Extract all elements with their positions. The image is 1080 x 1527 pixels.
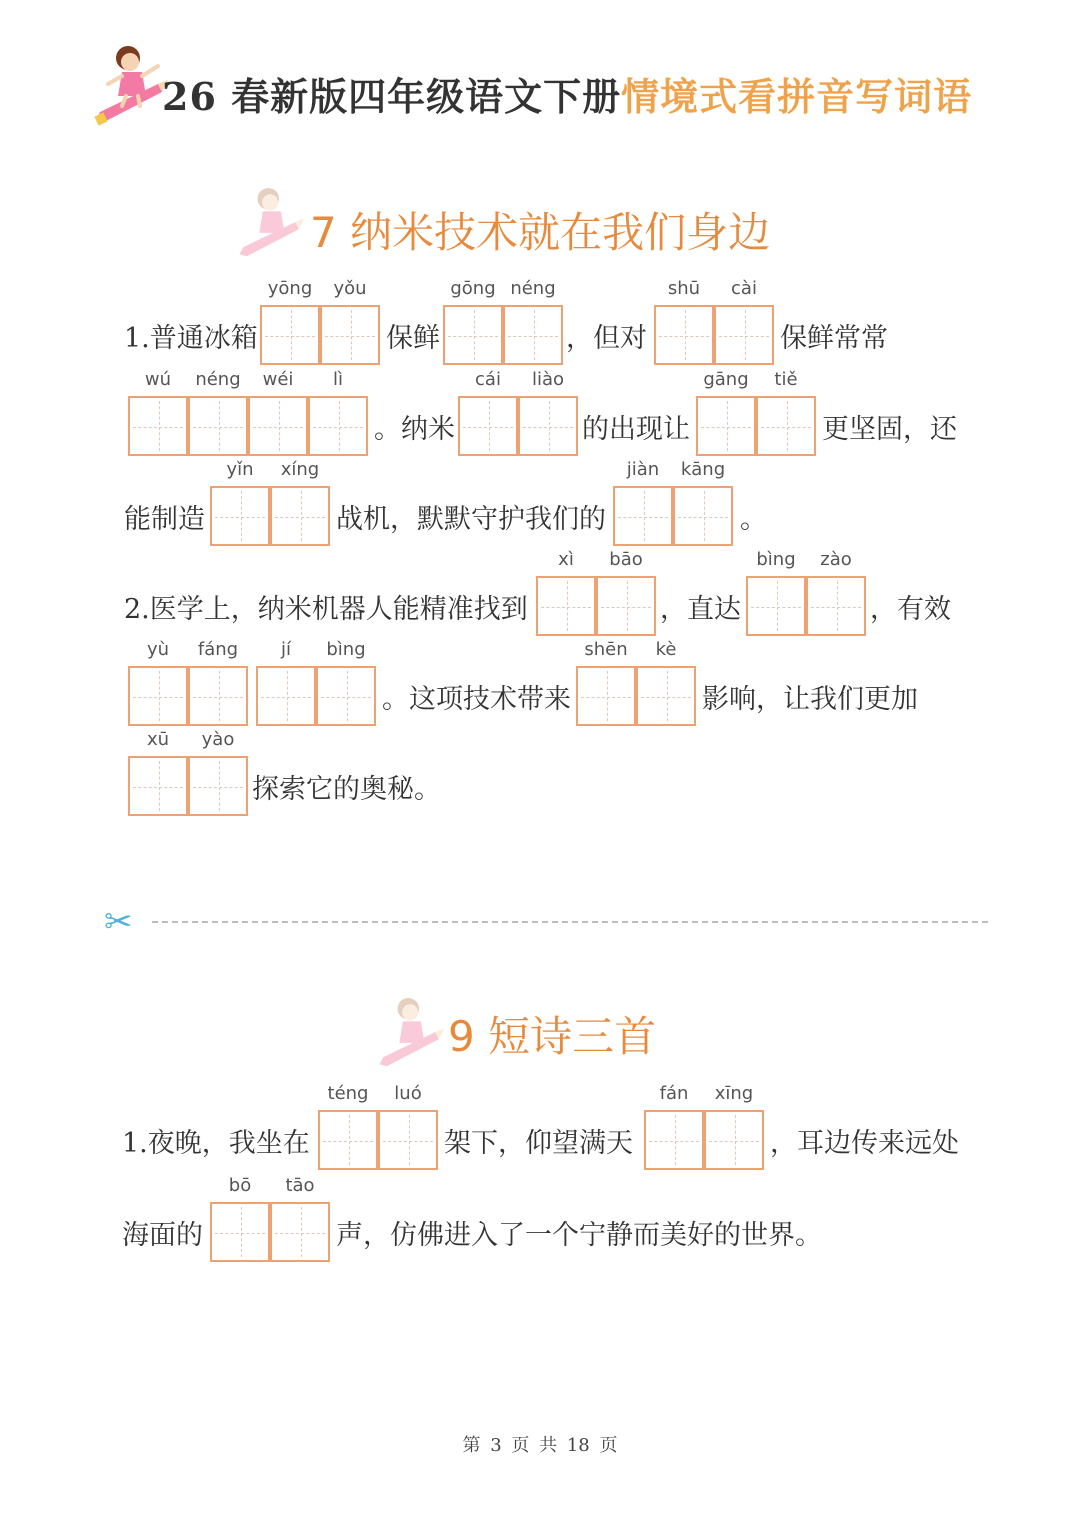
page-title [162, 66, 972, 121]
pinyin-label: téng [327, 1083, 369, 1104]
writing-box[interactable] [654, 305, 714, 365]
pinyin-label: gāng [703, 369, 749, 390]
pinyin-label: kāng [680, 459, 726, 480]
pinyin-label: tāo [285, 1175, 315, 1196]
pinyin-label: bìng [326, 639, 366, 660]
pinyin-label: néng [510, 278, 556, 299]
sentence-text: 声，仿佛进入了一个宁静而美好的世界。 [336, 1220, 822, 1251]
pinyin-label: bāo [609, 549, 643, 570]
pinyin-label: wéi [262, 369, 294, 390]
pinyin-label: cái [475, 369, 501, 390]
sentence-text: 。这项技术带来 [382, 684, 571, 715]
writing-box[interactable] [210, 486, 270, 546]
writing-box[interactable] [613, 486, 673, 546]
pinyin-label: jí [280, 639, 291, 660]
pinyin-label: kè [655, 639, 677, 660]
pinyin-label: yōng [267, 278, 313, 299]
lesson9-title: 9 短诗三首 [448, 1012, 657, 1061]
pinyin-label: fáng [197, 639, 239, 660]
pinyin-label: cài [731, 278, 757, 299]
writing-box[interactable] [188, 396, 248, 456]
pinyin-label: fán [659, 1083, 689, 1104]
writing-box[interactable] [260, 305, 320, 365]
sentence-text: 能制造 [124, 504, 205, 535]
writing-box[interactable] [316, 666, 376, 726]
sentence-text: ，耳边传来远处 [770, 1128, 959, 1159]
girl-on-pencil-icon [92, 40, 170, 134]
writing-box[interactable] [696, 396, 756, 456]
writing-box[interactable] [378, 1110, 438, 1170]
pinyin-label: luó [394, 1083, 422, 1104]
writing-box[interactable] [576, 666, 636, 726]
sentence-text: 战机，默默守护我们的 [336, 504, 606, 535]
sentence-text: ，直达 [660, 594, 741, 625]
writing-box[interactable] [188, 756, 248, 816]
writing-box[interactable] [210, 1202, 270, 1262]
writing-box[interactable] [746, 576, 806, 636]
writing-box[interactable] [503, 305, 563, 365]
pinyin-label: lì [332, 369, 343, 390]
writing-box[interactable] [443, 305, 503, 365]
girl-on-pencil-icon [376, 990, 446, 1080]
pinyin-label: jiàn [626, 459, 660, 480]
sentence-text: 2.医学上，纳米机器人能精准找到 [124, 594, 528, 625]
pinyin-label: yào [201, 729, 235, 750]
writing-box[interactable] [704, 1110, 764, 1170]
sentence-text: 1.夜晚，我坐在 [122, 1128, 310, 1159]
writing-box[interactable] [714, 305, 774, 365]
sentence-text: 。 [740, 504, 767, 535]
lesson7-title: 7 纳米技术就在我们身边 [310, 208, 771, 257]
sentence-text: 保鲜常常 [780, 323, 888, 354]
title-highlight: 情境式看拼音写词语 [621, 74, 973, 119]
sentence-text: 。纳米 [374, 414, 455, 445]
sentence-text: 保鲜 [386, 323, 440, 354]
sentence-text: 探索它的奥秘。 [252, 774, 441, 805]
writing-box[interactable] [308, 396, 368, 456]
pinyin-label: xíng [280, 459, 320, 480]
writing-box[interactable] [128, 666, 188, 726]
sentence-text: 1.普通冰箱 [124, 323, 258, 354]
pinyin-label: shū [667, 278, 701, 299]
pinyin-label: xì [558, 549, 574, 570]
pinyin-label: gōng [450, 278, 496, 299]
writing-box[interactable] [596, 576, 656, 636]
sentence-text: 影响，让我们更加 [702, 684, 918, 715]
writing-box[interactable] [756, 396, 816, 456]
sentence-text: 架下，仰望满天 [444, 1128, 633, 1159]
page-number: 第 3 页 共 18 页 [462, 1435, 618, 1456]
writing-box[interactable] [128, 396, 188, 456]
cut-line-divider [152, 921, 988, 923]
writing-box[interactable] [270, 486, 330, 546]
pinyin-label: néng [195, 369, 241, 390]
sentence-text: 海面的 [122, 1220, 203, 1251]
pinyin-label: wú [144, 369, 172, 390]
writing-box[interactable] [806, 576, 866, 636]
writing-box[interactable] [673, 486, 733, 546]
pinyin-label: bìng [756, 549, 796, 570]
writing-box[interactable] [318, 1110, 378, 1170]
writing-box[interactable] [320, 305, 380, 365]
pinyin-label: xīng [714, 1083, 754, 1104]
pinyin-label: liào [531, 369, 565, 390]
pinyin-label: xū [146, 729, 170, 750]
writing-box[interactable] [248, 396, 308, 456]
sentence-text: ，有效 [870, 594, 951, 625]
pinyin-label: yǒu [333, 278, 367, 299]
pinyin-label: yǐn [226, 459, 254, 480]
pinyin-label: shēn [584, 639, 628, 660]
writing-box[interactable] [644, 1110, 704, 1170]
title-prefix: 26 春新版四年级语文下册 [162, 74, 622, 119]
sentence-text: ，但对 [566, 323, 647, 354]
writing-box[interactable] [256, 666, 316, 726]
writing-box[interactable] [188, 666, 248, 726]
writing-box[interactable] [636, 666, 696, 726]
scissors-icon: ✂ [104, 902, 133, 942]
pinyin-label: bō [228, 1175, 252, 1196]
writing-box[interactable] [518, 396, 578, 456]
pinyin-label: tiě [774, 369, 798, 390]
writing-box[interactable] [458, 396, 518, 456]
sentence-text: 的出现让 [582, 414, 690, 445]
writing-box[interactable] [536, 576, 596, 636]
writing-box[interactable] [270, 1202, 330, 1262]
writing-box[interactable] [128, 756, 188, 816]
pinyin-label: yù [146, 639, 170, 660]
girl-on-pencil-icon [236, 180, 306, 270]
pinyin-label: zào [820, 549, 852, 570]
sentence-text: 更坚固，还 [822, 414, 957, 445]
